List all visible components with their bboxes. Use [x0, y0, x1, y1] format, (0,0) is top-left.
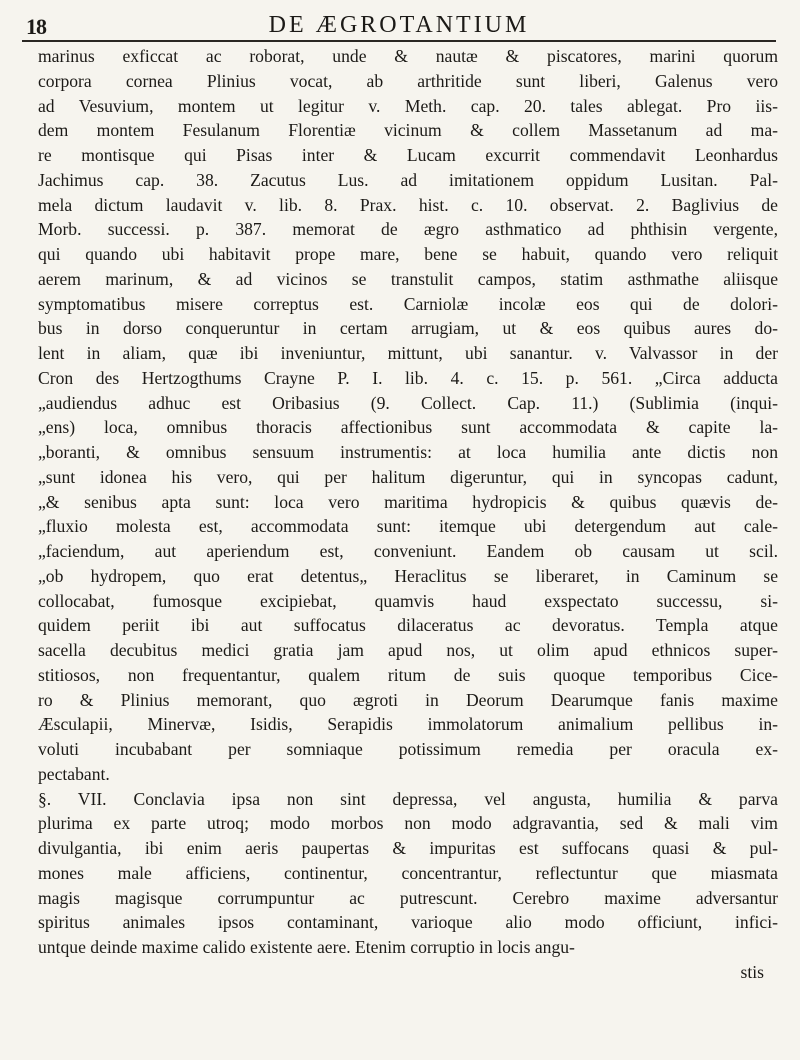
header-rule — [22, 40, 776, 42]
text-line: lent in aliam, quæ ibi inveniuntur, mittunt, ubi sanantur. v. Valvassor in der — [38, 343, 778, 363]
text-line: „ob hydropem, quo erat detentus„ Heraclitus se liberaret, in Caminum se — [38, 565, 778, 586]
text-line: spiritus animales ipsos contaminant, varioque alio modo officiunt, infici- — [38, 912, 778, 933]
text-line: „faciendum, aut aperiendum est, conveniunt. Eandem ob causam ut scil. — [38, 541, 778, 561]
body-text — [38, 44, 778, 985]
text-line: symptomatibus misere correptus est. Carniolæ incolæ eos qui de dolori- — [38, 293, 778, 314]
text-line: stitiosos, non frequentantur, qualem ritum de suis quoque temporibus Cice- — [38, 664, 778, 685]
text-line: corpora cornea Plinius vocat, ab arthritide sunt liberi, Galenus vero — [38, 70, 778, 91]
running-title: DE ÆGROTANTIUM — [268, 12, 530, 38]
text-line: plurima ex parte utroq; modo morbos non modo adgravantia, sed & mali vim — [38, 813, 778, 834]
text-line: divulgantia, ibi enim aeris paupertas & impuritas est suffocans quasi & pul- — [38, 838, 778, 858]
text-line: marinus exficcat ac roborat, unde & nautæ & piscatores, marini quorum — [38, 46, 778, 66]
text-line: mones male afficiens, continentur, concentrantur, reflectuntur que miasmata — [38, 862, 778, 883]
text-line: quidem periit ibi aut suffocatus dilaceratus ac devoratus. Templa atque — [38, 615, 778, 636]
page-header — [22, 6, 776, 40]
text-line: ad Vesuvium, montem ut legitur v. Meth. cap. 20. tales ablegat. Pro iis- — [38, 95, 778, 116]
text-line: collocabat, fumosque excipiebat, quamvis haud exspectato successu, si- — [38, 590, 778, 611]
text-line: sacella decubitus medici gratia jam apud nos, ut olim apud ethnicos super- — [38, 640, 778, 660]
text-line: Jachimus cap. 38. Zacutus Lus. ad imitationem oppidum Lusitan. Pal- — [38, 169, 778, 190]
text-line: mela dictum laudavit v. lib. 8. Prax. hist. c. 10. observat. 2. Baglivius de — [38, 194, 778, 215]
text-line: re montisque qui Pisas inter & Lucam excurrit commendavit Leonhardus — [38, 145, 778, 165]
text-line: „fluxio molesta est, accommodata sunt: itemque ubi detergendum aut cale- — [38, 516, 778, 537]
text-line: „ens) loca, omnibus thoracis affectionibus sunt accommodata & capite la- — [38, 417, 778, 438]
text-line: bus in dorso conqueruntur in certam arrugiam, ut & eos quibus aures do- — [38, 318, 778, 339]
text-line: untque deinde maxime calido existente aere. Etenim corruptio in locis angu- — [38, 937, 575, 957]
catchword: stis — [740, 961, 764, 982]
text-line: „boranti, & omnibus sensuum instrumentis: at loca humilia ante dictis non — [38, 442, 778, 462]
text-line: voluti incubabant per somniaque potissimum remedia per oracula ex- — [38, 739, 778, 759]
page-number: 18 — [26, 14, 46, 39]
text-line: qui quando ubi habitavit prope mare, bene se habuit, quando vero reliquit — [38, 244, 778, 264]
text-line: „audiendus adhuc est Oribasius (9. Collect. Cap. 11.) (Sublimia (inqui- — [38, 392, 778, 413]
text-line: Cron des Hertzogthums Crayne P. I. lib. 4. c. 15. p. 561. „Circa adducta — [38, 367, 778, 388]
text-line: Morb. successi. p. 387. memorat de ægro asthmatico ad phthisin vergente, — [38, 219, 778, 240]
text-line: aerem marinum, & ad vicinos se transtulit campos, statim asthmathe aliisque — [38, 268, 778, 289]
text-line: pectabant. — [38, 763, 110, 784]
text-line: ro & Plinius memorant, quo ægroti in Deorum Dearumque fanis maxime — [38, 689, 778, 710]
text-line: „sunt idonea his vero, qui per halitum digeruntur, qui in syncopas cadunt, — [38, 466, 778, 487]
text-line: magis magisque corrumpuntur ac putrescunt. Cerebro maxime adversantur — [38, 887, 778, 908]
text-line: §. VII. Conclavia ipsa non sint depressa, vel angusta, humilia & parva — [38, 788, 778, 809]
text-line: „& senibus apta sunt: loca vero maritima hydropicis & quibus quævis de- — [38, 491, 778, 512]
text-line: Æsculapii, Minervæ, Isidis, Serapidis immolatorum animalium pellibus in- — [38, 714, 778, 735]
text-line: dem montem Fesulanum Florentiæ vicinum & collem Massetanum ad ma- — [38, 120, 778, 141]
